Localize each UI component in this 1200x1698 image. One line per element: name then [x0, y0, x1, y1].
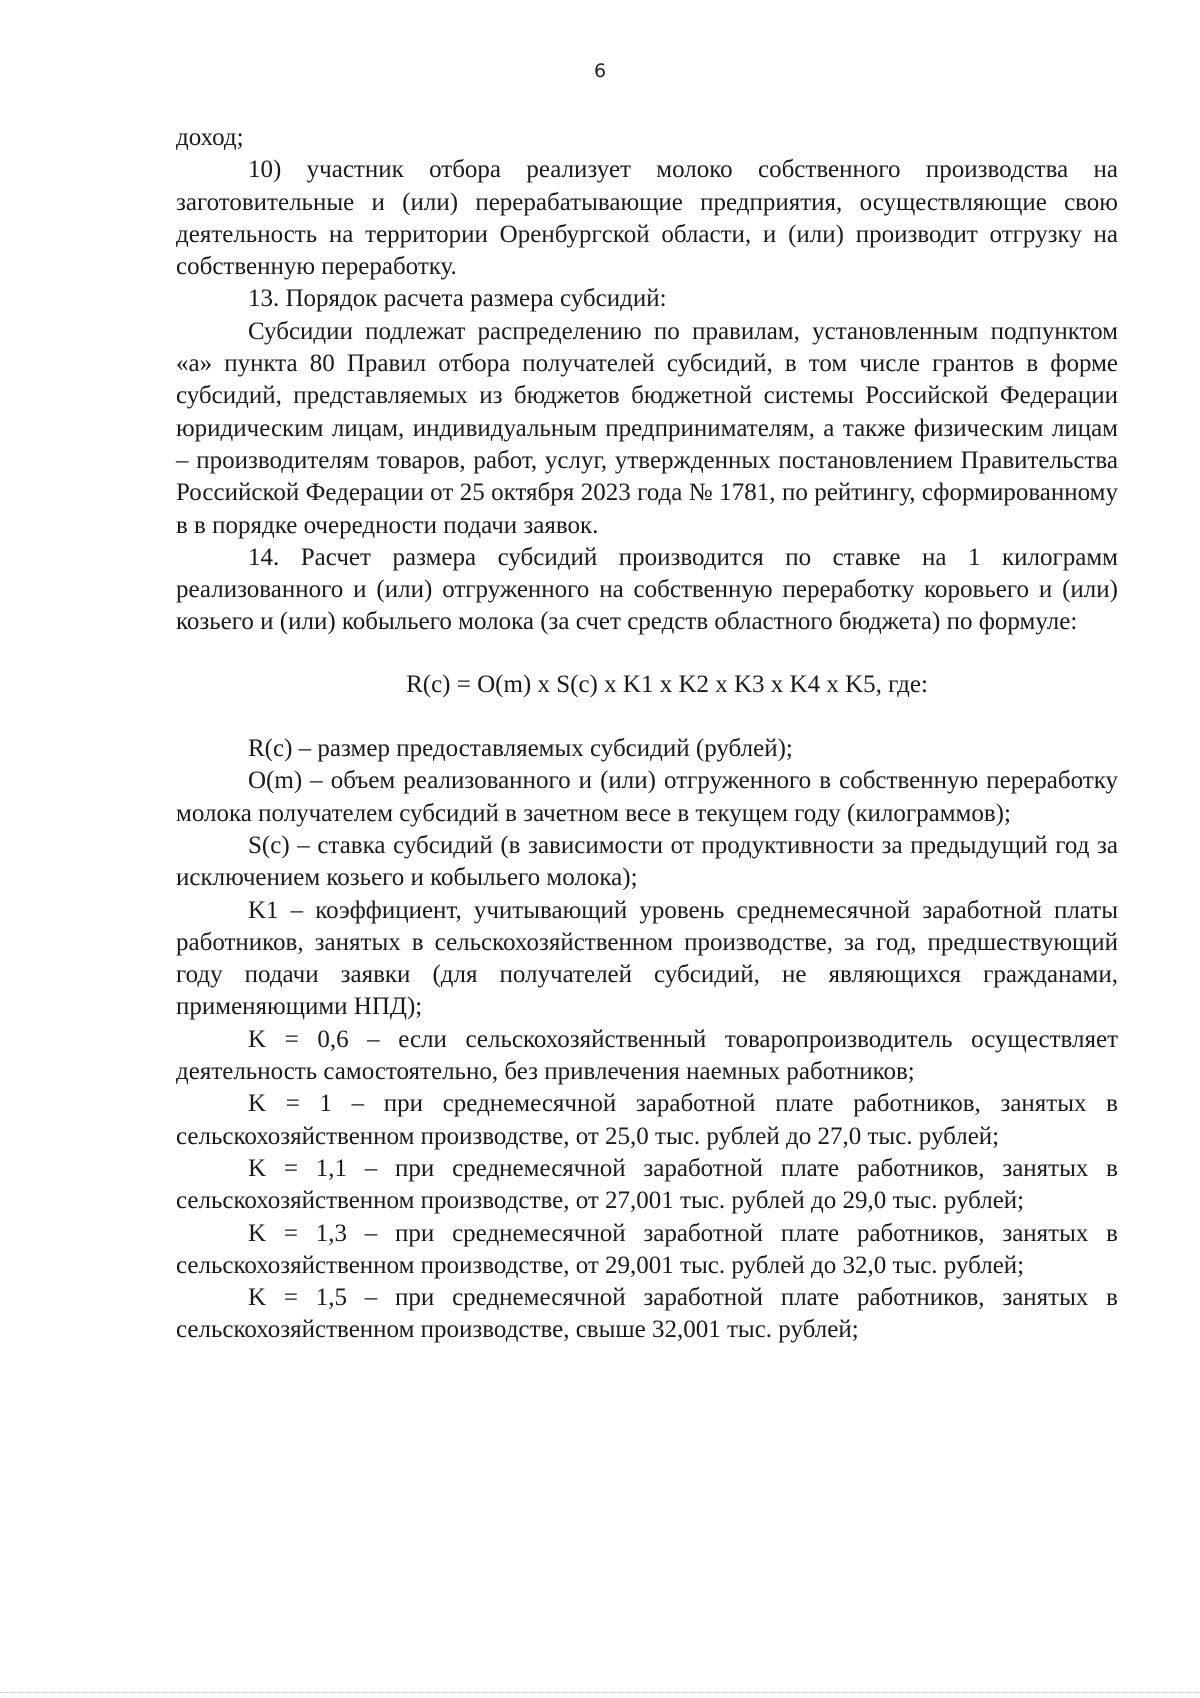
document-body [176, 122, 1118, 1347]
definition-sc: S(c) – ставка субсидий (в зависимости от продуктивности за предыдущий год за исключением козьего и кобыльего молока); [176, 831, 1118, 892]
subsidy-formula: R(c) = O(m) x S(c) x K1 x K2 x K3 x K4 x K5, где: [406, 670, 928, 698]
section-13-heading: 13. Порядок расчета размера субсидий: [248, 285, 667, 313]
paragraph-continuation: доход; [176, 124, 244, 151]
page-number: 6 [593, 60, 607, 82]
paragraph-item-10: 10) участник отбора реализует молоко собственного производства на заготовительные и (или) перерабатывающие предприятия, осуществляющие свою деятельность на территории Оренбургской области, и (или) производит отгрузку на собственную переработку. [176, 156, 1118, 281]
definition-k1: K1 – коэффициент, учитывающий уровень среднемесячной заработной платы работников, занятых в сельскохозяйственном производстве, за год, предшествующий году подачи заявки (для получателей субсидий, не являющихся гражданами, применяющими НПД); [176, 896, 1118, 1021]
section-14-paragraph: 14. Расчет размера субсидий производится по ставке на 1 килограмм реализованного и (или) отгруженного на собственную переработку коровьего и (или) козьего и (или) кобыльего молока (за счет средств областного бюджета) по формуле: [176, 543, 1118, 636]
coefficient-1-5: K = 1,5 – при среднемесячной заработной плате работников, занятых в сельскохозяйственном производстве, свыше 32,001 тыс. рублей; [176, 1284, 1118, 1344]
coefficient-1-3: K = 1,3 – при среднемесячной заработной плате работников, занятых в сельскохозяйственном производстве, от 29,001 тыс. рублей до 32,0 тыс. рублей; [176, 1219, 1118, 1279]
definition-rc: R(c) – размер предоставляемых субсидий (рублей); [248, 735, 793, 763]
coefficient-1-1: K = 1,1 – при среднемесячной заработной плате работников, занятых в сельскохозяйственном производстве, от 27,001 тыс. рублей до 29,0 тыс. рублей; [176, 1154, 1118, 1215]
coefficient-1: K = 1 – при среднемесячной заработной плате работников, занятых в сельскохозяйственном производстве, от 25,0 тыс. рублей до 27,0 тыс. рублей; [176, 1090, 1118, 1150]
paragraph-distribution-rules: Субсидии подлежат распределению по правилам, установленным подпунктом «а» пункта 80 Правил отбора получателей субсидий, в том числе грантов в форме субсидий, представляемых из бюджетов бюджетной системы Российской Федерации юридическим лицам, индивидуальным предпринимателям, а также физическим лицам – производителям товаров, работ, услуг, утвержденных постановлением Правительства Российской Федерации от 25 октября 2023 года № 1781, по рейтингу, сформированному в в порядке очередности подачи заявок. [176, 317, 1118, 539]
scan-bottom-edge [0, 1692, 1200, 1693]
definition-om: O(m) – объем реализованного и (или) отгруженного в собственную переработку молока получателем субсидий в зачетном весе в текущем году (килограммов); [176, 767, 1118, 827]
coefficient-0-6: K = 0,6 – если сельскохозяйственный товаропроизводитель осуществляет деятельность самостоятельно, без привлечения наемных работников; [176, 1025, 1118, 1086]
